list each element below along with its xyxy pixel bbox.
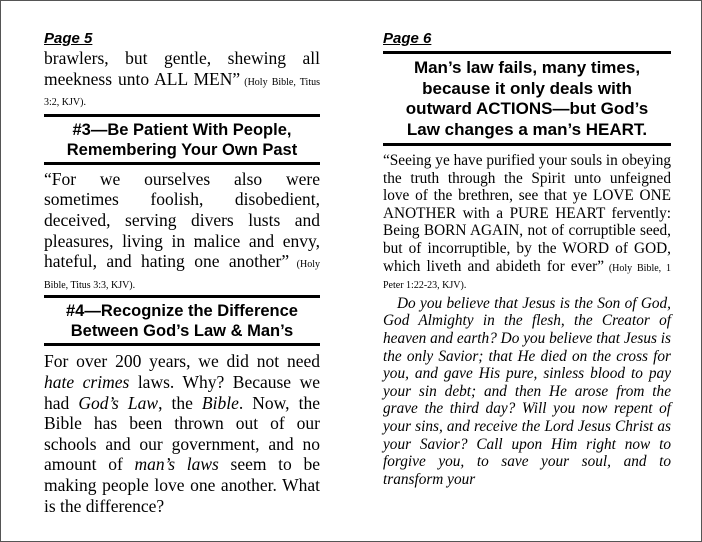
text-run: For over 200 years, we did not need	[44, 351, 320, 372]
heading-rule-bottom	[44, 162, 320, 165]
page-5	[44, 30, 320, 516]
quote-text: “Seeing ye have purified your souls in obeying the truth through the Spirit unto unfeigned love of the brethren, see that ye LOVE ONE ANOTHER with a PURE HEART fervently: Being BORN AGAIN, not of corruptible seed, but of incorruptible, by the WORD of GOD, which liveth and abideth for ever”	[383, 152, 671, 275]
heading-line: because it only deals with	[422, 78, 632, 98]
heading-line: Between God’s Law & Man’s	[70, 322, 294, 341]
text-run: , the	[158, 392, 202, 413]
quote-text: “For we ourselves also were sometimes foolish, disobedient, deceived, serving divers lusts and pleasures, living in malice and envy, hateful, and hating one another”	[44, 168, 320, 272]
page-6	[383, 30, 671, 488]
emphasis-text: God’s Law	[78, 392, 159, 413]
continuation-paragraph	[44, 48, 320, 110]
heading-line: Remembering Your Own Past	[66, 140, 298, 159]
heading-line: Man’s law fails, many times,	[413, 58, 641, 77]
scripture-citation: (Holy Bible, 1 Peter 1:22-23, KJV).	[383, 262, 671, 292]
scripture-quote	[44, 169, 320, 293]
page-number: Page 6	[383, 30, 432, 47]
section-heading-4	[44, 298, 320, 343]
heading-line: #4—Recognize the Difference	[66, 302, 298, 321]
emphasis-text: hate crimes	[44, 371, 130, 392]
heading-rule-bottom	[44, 343, 320, 346]
page-number: Page 5	[44, 30, 93, 47]
text-run: laws. Why? Because we had	[44, 371, 320, 413]
text-run: seem to be making people love one another. What is the difference?	[44, 454, 321, 516]
italic-text: Do you believe that Jesus is the Son of God, God Almighty in the flesh, the Creator of heaven and earth? Do you believe that Jesus is the only Savior; that He died on the cross for you, and gave His pure, sinless blood to pay your sin debt; and then He arose from the grave the third day? Will you now repent of your sins, and receive the Lord Jesus Christ as your Savior? Call upon Him right now to forgive you, to save your soul, and to transform your	[383, 294, 672, 488]
body-paragraph	[44, 351, 320, 516]
emphasis-text: man’s laws	[134, 454, 219, 475]
continuation-text: brawlers, but gentle, shewing all meekness unto ALL MEN”	[44, 48, 320, 89]
heading-line: outward ACTIONS—but God’s	[405, 99, 649, 118]
heading-rule-bottom	[383, 143, 671, 146]
heading-line: #3—Be Patient With People,	[72, 120, 292, 139]
section-heading-3	[44, 117, 320, 162]
section-heading	[383, 54, 671, 143]
scripture-quote	[383, 152, 671, 293]
scripture-citation: (Holy Bible, Titus 3:2, KJV).	[44, 76, 320, 109]
invitation-paragraph	[383, 295, 671, 489]
emphasis-text: Bible	[201, 392, 239, 413]
heading-line: Law changes a man’s HEART.	[406, 119, 648, 139]
scripture-citation: (Holy Bible, Titus 3:3, KJV).	[44, 259, 320, 291]
text-run: . Now, the Bible has been thrown out of our schools and our government, and no amount of	[44, 392, 320, 475]
